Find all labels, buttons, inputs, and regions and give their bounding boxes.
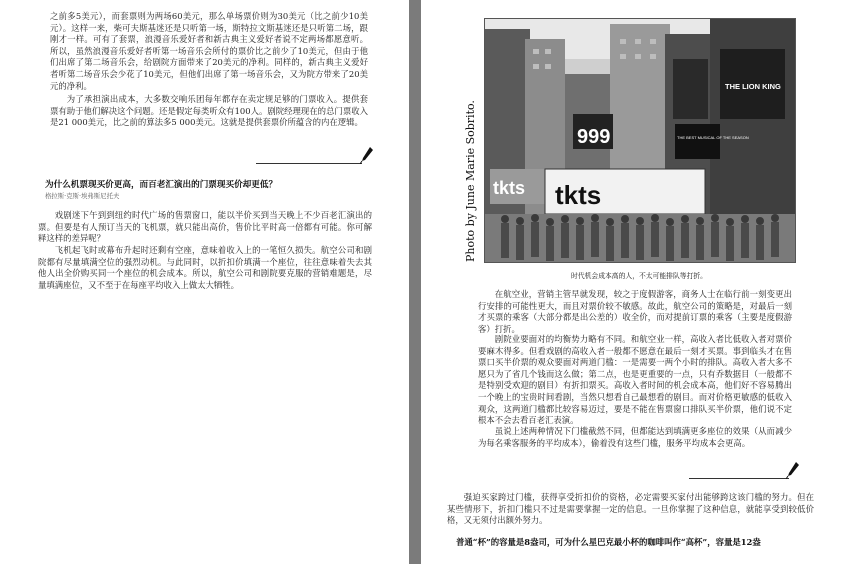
times-square-illustration	[485, 19, 795, 262]
next-section-heading: 普通“杯”的容量是8盎司，可为什么星巴克最小杯的咖啡叫作“高杯”，容量是12盎	[456, 537, 761, 547]
right-paragraph-2: 剧院业要面对的均衡势力略有不同。和航空业一样，高收入者比低收入者对票价要麻木得多。但看戏剧的高收入者一般都不愿意在最后一刻才买票。事到临头才在售票口买半价票的观众要面对两道门槛：一是需要一两个小时的排队。高收入者大多不愿只为了省几个钱而这么做；第二点，也是更重要的一点，只有乔数据目（一般都不是特别受欢迎的剧目）有折扣票买。高收入者时间的机会成本高，他们好不容易腾出一个晚上的宝贵时间看剧，当然只想看自己最想看的剧目。而对价格更敏感的低收入观众，这两道门槛都比较容易迈过，要是不能在售票窗口排队买半价票，他们说不定根本不会去看百老汇表演。	[478, 334, 792, 426]
section-byline: 格拉斯·克斯·埃弗斯尼托夫	[45, 192, 120, 200]
sign-best-musical: THE BEST MUSICAL OF THE SEASON	[677, 135, 749, 140]
left-paragraph-3: 戏剧迷下午到到纽约时代广场的售票窗口，能以半价买到当天晚上不少百老汇演出的票。但要是有人预订当天的飞机票，就只能出高价，售价比平时高一倍都有可能。你可解释这样的差异呢？	[38, 210, 372, 244]
right-page	[421, 0, 844, 564]
sign-999: 999	[577, 126, 611, 148]
photo-caption: 时代机会成本高的人，不太可能排队等打折。	[571, 272, 707, 280]
sign-tkts-lower: tkts	[555, 180, 602, 210]
sign-lion-king: THE LION KING	[725, 82, 781, 91]
left-paragraph-4: 飞机起飞时或幕布升起时还剩有空座，意味着收入上的一笔恒久损失。航空公司和剧院都有尽量填满空位的强烈动机。与此同时，以折扣价填满一个座位，往往意味着失去其他人出全价购买同一个座位的机会成本。所以，航空公司和剧院要克服的营销难题是，尽量填满座位，又不至于在每座平均收入上做太大牺牲。	[38, 245, 372, 290]
times-square-photo	[484, 18, 796, 263]
section-divider-line-right	[689, 478, 789, 479]
pen-icon	[360, 146, 374, 164]
right-paragraph-4: 强迫买家跨过门槛，获得享受折扣价的资格，必定需要买家付出能够跨这该门槛的努力。但在某些情形下，折扣门槛只不过是需要掌握一定的信息。一旦你掌握了这种信息，就能享受到较低价格，又无须付出额外努力。	[447, 492, 814, 526]
section-divider-line	[256, 163, 362, 164]
photo-credit: Photo by June Marie Sobrito.	[464, 100, 477, 262]
right-paragraph-3: 虽说上述两种情况下门槛截然不同，但都能达到填满更多座位的效果（从而减少为每名乘客服务的平均成本），偷着没有这些门槛，服务平均成本会更高。	[478, 426, 792, 448]
right-paragraph-1: 在航空业，营销主管早就发现，较之于度假游客，商务人士在临行前一刻变更出行安排的可能性更大，而且对票价较不敏感。故此，航空公司的策略是，对最后一刻才买票的乘客（大部分都是出公差的）收全价，而对提前订票的乘客（主要是度假游客）打折。	[478, 289, 792, 334]
left-paragraph-2: 为了承担演出成本，大多数交响乐团每年都存在卖定规足够的门票收入。提供套票有助于他们解决这个问题。还是假定每类听众有100人。剧院经理现在的总门票收入是21 000美元，比之前的算法多5 000美元。这就是提供套票价所蕴含的内在逻辑。	[50, 94, 368, 128]
section-heading: 为什么机票现买价更高，而百老汇演出的门票现买价却更低？	[45, 180, 278, 190]
pen-icon	[786, 461, 800, 479]
left-page	[0, 0, 409, 564]
sign-tkts-upper: tkts	[493, 178, 526, 198]
left-paragraph-1: 之前多5美元），而套票则为两场60美元，那么单场票价则为30美元（比之前少10美元）。这样一来，柴可夫斯基迷还是只听第一场，斯特拉文斯基迷还是只听第二场，跟刚才一样。可有了套票，浪漫音乐爱好者和新古典主义爱好者说不定两场都愿意听。所以，虽然浪漫音乐爱好者听第一场音乐会所付的票价比之前少了10美元，但由于他们出席了第二场音乐会，给剧院方面带来了20美元的净利。同样的，新古典主义爱好者听第二场音乐会少花了10美元，但他们出席了第一场音乐会，又为院方带来了20美元的净利。	[50, 11, 368, 91]
